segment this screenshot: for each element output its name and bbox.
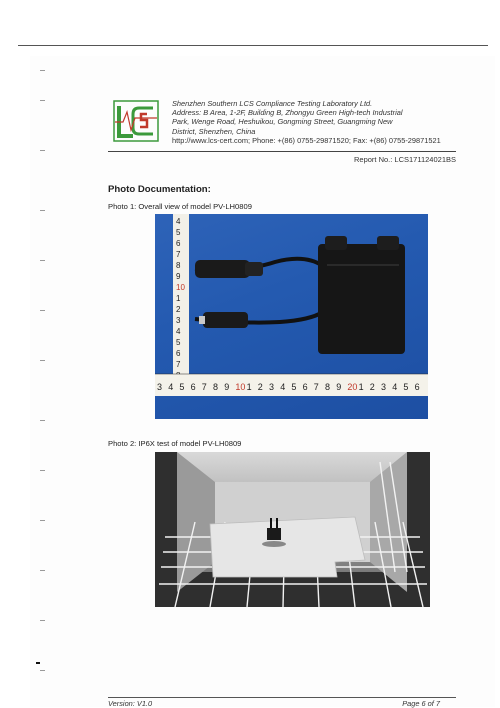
ruler-digit: 7 <box>313 382 319 392</box>
ruler-digit: 9 <box>176 272 181 281</box>
header-divider <box>108 151 456 152</box>
ruler-digit: 4 <box>280 382 286 392</box>
ruler-digit: 2 <box>257 382 263 392</box>
ruler-digit: 1 <box>176 294 181 303</box>
photo-ip6x-test <box>155 452 430 607</box>
ruler-digit: 10 <box>235 382 246 392</box>
ruler-digit: 6 <box>190 382 196 392</box>
punch-marks <box>40 60 48 700</box>
section-title: Photo Documentation: <box>108 184 211 195</box>
ruler-digit: 7 <box>176 250 181 259</box>
scan-smudge <box>36 662 40 664</box>
ruler-digit: 3 <box>381 382 387 392</box>
footer-divider <box>108 697 456 698</box>
ruler-digit: 5 <box>403 382 409 392</box>
company-name: Shenzhen Southern LCS Compliance Testing Laboratory Ltd. <box>172 99 373 108</box>
ruler-digit: 7 <box>176 360 181 369</box>
ruler-digit: 5 <box>179 382 185 392</box>
ruler-digit: 1 <box>246 382 252 392</box>
ruler-digit: 7 <box>201 382 207 392</box>
ruler-digit: 4 <box>176 217 181 226</box>
photo-overall-view <box>155 214 428 419</box>
ruler-digit: 6 <box>176 239 181 248</box>
ruler-digit: 5 <box>176 338 181 347</box>
ruler-digit: 9 <box>224 382 230 392</box>
ruler-digit: 1 <box>358 382 364 392</box>
scan-border-line <box>18 45 488 46</box>
ruler-digit: 8 <box>213 382 219 392</box>
ruler-digit: 6 <box>176 349 181 358</box>
ruler-digit: 4 <box>392 382 398 392</box>
report-number: Report No.: LCS171124021BS <box>353 155 456 164</box>
ruler-digit: 8 <box>176 261 181 270</box>
address-line: District, Shenzhen, China <box>172 126 256 136</box>
ruler-digit: 9 <box>336 382 342 392</box>
photo-junction-box-image <box>155 214 428 419</box>
ruler-digit: 4 <box>176 327 181 336</box>
photo-caption: Photo 2: IP6X test of model PV-LH0809 <box>108 439 242 448</box>
ruler-digit: 3 <box>176 316 181 325</box>
ruler-digit: 2 <box>369 382 375 392</box>
ruler-digit: 6 <box>414 382 420 392</box>
ruler-digit: 5 <box>291 382 297 392</box>
lab-header <box>172 99 472 145</box>
ruler-digit: 6 <box>302 382 308 392</box>
ruler-digit: 20 <box>347 382 358 392</box>
address-line: Park, Wenge Road, Heshuikou, Gongming Street, Guangming New <box>172 117 393 127</box>
contact-line: http://www.lcs-cert.com; Phone: +(86) 0755-29871520; Fax: +(86) 0755-29871521 <box>172 135 441 145</box>
ruler-digit: 4 <box>168 382 174 392</box>
ruler-digit: 5 <box>176 228 181 237</box>
document-version: Version: V1.0 <box>108 699 153 708</box>
lcs-logo <box>113 100 159 142</box>
ruler-digit: 8 <box>325 382 331 392</box>
photo-dust-chamber-image <box>155 452 430 607</box>
page-number: Page 6 of 7 <box>402 699 440 708</box>
ruler-digit: 3 <box>157 382 163 392</box>
photo-caption: Photo 1: Overall view of model PV-LH0809 <box>108 202 252 211</box>
ruler-digit: 3 <box>269 382 275 392</box>
ruler-digit: 10 <box>176 283 185 292</box>
ruler-digit: 2 <box>176 305 181 314</box>
address-line: Address: B Area, 1-2F, Building B, Zhongyu Green High-tech Industrial <box>172 108 403 118</box>
